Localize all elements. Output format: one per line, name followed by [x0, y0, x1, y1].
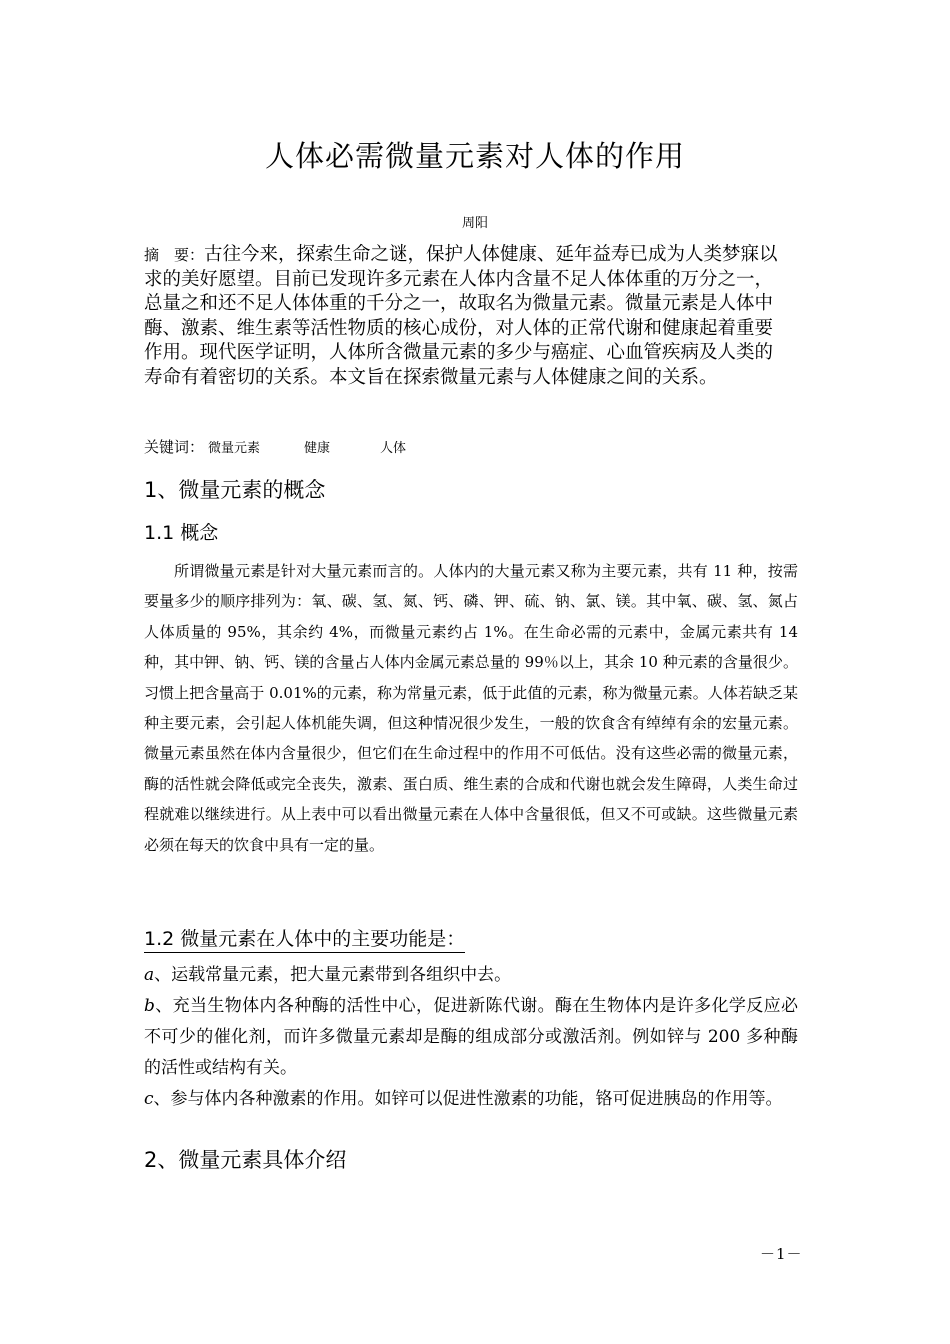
keywords — [144, 436, 794, 457]
document-title: 人体必需微量元素对人体的作用 — [264, 139, 685, 173]
list-item-text: 、充当生物体内各种酶的活性中心，促进新陈代谢。酶在生物体内是许多化学反应必不可少的催化剂，而许多微量元素却是酶的组成部分或激活剂。例如锌与 200 多种酶的活性或结构有关。 — [144, 996, 798, 1078]
list-marker: a — [144, 965, 155, 985]
list-item — [144, 991, 798, 1084]
list-marker: b — [144, 996, 155, 1016]
keyword: 人体 — [380, 441, 407, 456]
author-name: 周阳 — [461, 216, 488, 231]
section-1-heading: 1、微量元素的概念 — [144, 478, 326, 502]
abstract — [144, 243, 786, 390]
section-2-heading: 2、微量元素具体介绍 — [144, 1148, 347, 1172]
list-item-text: 、运载常量元素，把大量元素带到各组织中去。 — [154, 965, 512, 985]
page-number: －1－ — [760, 1245, 803, 1263]
keyword: 健康 — [304, 441, 331, 456]
list-item — [144, 1084, 798, 1115]
keywords-label: 关键词： — [144, 438, 205, 456]
keyword: 微量元素 — [208, 441, 261, 456]
abstract-label: 摘 要： — [144, 246, 205, 264]
list-marker: c — [144, 1089, 154, 1109]
section-1-1-heading: 1.1 概念 — [144, 522, 219, 544]
list-item — [144, 960, 798, 991]
section-1-1-paragraph: 所谓微量元素是针对大量元素而言的。人体内的大量元素又称为主要元素，共有 11 种，按需要量多少的顺序排列为：氧、碳、氢、氮、钙、磷、钾、硫、钠、氯、镁。其中氧、碳、氢、氮占人体质量的 95%，其余约 4%，而微量元素约占 1%。在生命必需的元素中，金属元素共有 14 种，其中钾、钠、钙、镁的含量占人体内金属元素总量的 99％以上，其余 10 种元素的含量很少。习惯上把含量高于 0.01%的元素，称为常量元素，低于此值的元素，称为微量元素。人体若缺乏某种主要元素，会引起人体机能失调，但这种情况很少发生，一般的饮食含有绰绰有余的宏量元素。微量元素虽然在体内含量很少，但它们在生命过程中的作用不可低估。没有这些必需的微量元素，酶的活性就会降低或完全丧失，激素、蛋白质、维生素的合成和代谢也就会发生障碍，人类生命过程就难以继续进行。从上表中可以看出微量元素在人体中含量很低，但又不可或缺。这些微量元素必须在每天的饮食中具有一定的量。 — [144, 562, 798, 854]
function-list — [144, 960, 798, 1115]
abstract-text: 古往今来，探索生命之谜，保护人体健康、延年益寿已成为人类梦寐以求的美好愿望。目前已发现许多元素在人体内含量不足人体体重的万分之一，总量之和还不足人体体重的千分之一，故取名为微量元素。微量元素是人体中酶、激素、维生素等活性物质的核心成份，对人体的正常代谢和健康起着重要作用。现代医学证明，人体所含微量元素的多少与癌症、心血管疾病及人类的寿命有着密切的关系。本文旨在探索微量元素与人体健康之间的关系。 — [144, 244, 778, 388]
list-item-text: 、参与体内各种激素的作用。如锌可以促进性激素的功能，铬可促进胰岛的作用等。 — [153, 1089, 783, 1109]
section-1-2-heading — [144, 924, 465, 951]
section-1-2-heading-text: 1.2 微量元素在人体中的主要功能是： — [144, 928, 465, 953]
